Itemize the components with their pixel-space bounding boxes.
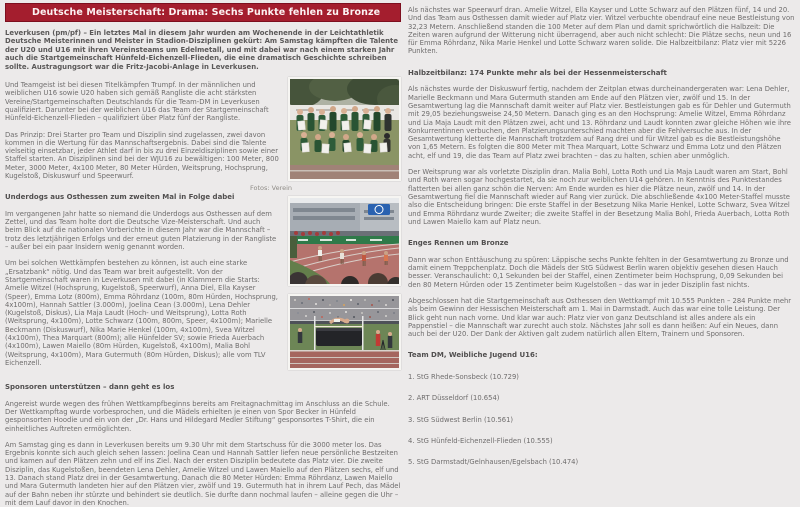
paragraph-wettkampfstart: Am Samstag ging es dann in Leverkusen bereits um 9.30 Uhr mit dem Startschuss für die 3000 meter los. Das Ergebnis konnte sich auch gleich sehen lassen: Joelina Cean und Hannah Sattler liefen neue persönliche Bestzeiten und kamen auf den Plätzen zehn und elf ins Ziel. Nach der ersten Disziplin bedeutete das Platz vier. Die zweite Disziplin, das Kugelstoßen, beendeten Lena Dehler, Amelie Witzel und Lawen Maiello auf den Plätzen sechs, elf und 13. Danach stand Platz drei in der Gesamtwertung. Danach die 80 Meter Hürden: Emma Röhrdanz, Lawen Maiello und Mara Gutermuth landeten hier auf den Plätzen vier, zwölf und 19. Gutermuth hat in ihrem Lauf Pech, das Mädel auf der Bahn neben ihr stürzte und behindert sie deutlich. Sie durfte dann nochmal laufen – alleine gegen die Uhr – mit dem Lauf davor in den Knochen. xyxy=(5,440,401,507)
paragraph-weitsprung-staffel: Der Weitsprung war als vorletzte Disziplin dran. Malia Bohl, Lotta Roth und Lia Maja Laudt waren am Start, Bohl und Roth waren sogar hochgestartet, da sie noch zur weiblichen U14 gehören. In Kenntnis des Punktestandes flatterten bei allen ganz schön die Nerven: Am Ende wurden es hier die Plätze neun, zwölf und 14. In der Gesamtwertung fiel die Mannschaft wieder auf Rang vier zurück. Die abschließende 4x100 Meter-Staffel musste also die Entscheidung bringen: Die erste Staffel in der Besetzung Nika Marie Henkel, Lotte Schwarz, Svea Witzel und Emma Röhrdanz wurde Zweiter; die zweite Staffel in der Besetzung Malia Bohl, Frieda Auerbach, Lotta Roth und Lawen Maiello kam auf Platz neun. xyxy=(408,168,790,226)
results-list xyxy=(408,373,795,466)
paragraph-anreise: Angereist wurde wegen des frühen Wettkampfbeginns bereits am Freitagnachmittag im Anschluss an die Schule. Der Wettkampftag wurde vorbesprochen, und die Mädels erhielten je einen von Spor Becker in Hünfeld gesponsorten Hoodie und ein von der „Dr. Hans und Hildegard Medler Stiftung“ gesponsortes T-Shirt, die ein einheitliches Auftreten ermöglichten. xyxy=(5,399,390,433)
paragraph-speerwurf: Als nächstes war Speerwurf dran. Amelie Witzel, Ella Kayser und Lotte Schwarz auf den Plätzen fünf, 14 und 20. Und das Team aus Osthessen damit wieder auf Platz vier. Witzel verbuchte obendrauf eine neue Bestleistung von 32,23 Metern. Anschließend standen die 100 Meter auf dem Plan und damit sprichwörtlich die Halbzeit: Die Zeiten waren aufgrund der Witterung nicht überragend, aber auch nicht schlecht: Die Plätze sechs, neun und 16 für Emma Röhrdanz, Nika Marie Henkel und Lotte Schwarz waren solide. Die Halbzeitbilanz: Platz vier mit 5226 Punkten. xyxy=(408,6,795,56)
paragraph-prinzip: Das Prinzip: Drei Starter pro Team und Disziplin sind zugelassen, zwei davon kommen in die Wertung für das Mannschaftsergebnis. Dabei sind die Talente vielseitig einsetzbar, jeder Athlet darf in bis zu drei Einzeldisziplinen sowie einer Staffel starten. An Disziplinen sind bei der WJU16 zu bewältigen: 100 Meter, 800 Meter, 3000 Meter, 4x100 Meter, 80 Meter Hürden, Weitsprung, Hochsprung, Kugelstoß, Diskuswurf und Speerwurf. xyxy=(5,130,279,180)
article-title: Deutsche Meisterschaft: Drama: Sechs Punkte fehlen zu Bronze xyxy=(32,7,381,18)
title-banner xyxy=(5,3,401,22)
result-item-4: 4. StG Hünfeld-Eichenzell-Flieden (10.555) xyxy=(408,436,553,445)
paragraph-teamgeist: Und Teamgeist ist bei diesen Titelkämpfen Trumpf. In der männlichen und weiblichen U16 sowie U20 haben sich gemäß Rangliste die acht stärksten Vereine/Startgemeinschaften Deutschlands für die Team-DM in Leverkusen qualifiziert. Darunter bei der weiblichen U16 das Team der Startgemeinschaft Hünfeld-Eichenzell-Flieden – qualifiziert über Platz fünf der Rangliste. xyxy=(5,81,269,123)
section-heading-halbzeitbilanz: Halbzeitbilanz: 174 Punkte mehr als bei der Hessenmeisterschaft xyxy=(408,68,667,77)
photo-caption: Fotos: Verein xyxy=(250,184,293,193)
section-heading-enges-rennen: Enges Rennen um Bronze xyxy=(408,239,509,248)
text-image-columns xyxy=(5,73,401,370)
lead-paragraph: Leverkusen (pm/pf) – Ein letztes Mal in diesem Jahr wurden am Wochenende in der Leichtathletik Deutsche Meisterinnen und Meister in Stadion-Disziplinen gekürt: Am Samstag kämpften die Talente der U20 und U16 mit ihren Vereinsteams um Edelmetall, und mit dabei war nach einem starken Jahr auch die Startgemeinschaft Hünfeld-Eichenzell-Flieden, die eine dramatisch Geschichte schreiben sollte. Austragungsort war die Fritz-Jacobi-Anlage in Leverkusen. xyxy=(5,29,399,71)
team-photo-image xyxy=(288,77,401,181)
article-right-half xyxy=(408,6,795,466)
photo-column xyxy=(250,73,401,370)
result-item-3: 3. StG Südwest Berlin (10.561) xyxy=(408,415,514,424)
result-item-2: 2. ART Düsseldorf (10.654) xyxy=(408,394,500,403)
left-text-column xyxy=(5,73,279,367)
paragraph-vorjahr: Im vergangenen Jahr hatte so niemand die Underdogs aus Osthessen auf dem Zettel, und das Team holte dort die Deutsche Vize-Meisterschaft. Und auch beim Blick auf die nationalen Vorberichte in diesem Jahr war die Mannschaft – trotz des letztjährigen Erfolgs und der erneut guten Platzierung in der Rangliste – außer bei ein paar Insidern wenig genannt worden. xyxy=(5,209,277,252)
race-photo-image xyxy=(288,196,401,286)
paragraph-bronze-vergleich: Dann war schon Enttäuschung zu spüren: Läppische sechs Punkte fehlten in der Gesamtwertung zu Bronze und damit einem Treppchenplatz. Doch die Mädels der StG Südwest Berlin waren objektiv gesehen diesen Hauch besser. Veranschaulicht: 0,1 Sekunden bei der Staffel, einen Zentimeter beim Hochsprung, 0,09 Sekunden bei den 80 Metern Hürden oder 15 Zentimeter beim Kugelstoßen – das war in jeder Disziplin fast nichts. xyxy=(408,255,789,289)
highjump-photo-image xyxy=(288,294,401,370)
section-heading-team-dm: Team DM, Weibliche Jugend U16: xyxy=(408,351,538,360)
result-item-1: 1. StG Rhede-Sonsbeck (10.729) xyxy=(408,372,519,381)
section-heading-sponsoren: Sponsoren unterstützen – dann geht es los xyxy=(5,383,175,392)
section-heading-underdogs: Underdogs aus Osthessen zum zweiten Mal in Folge dabei xyxy=(5,193,235,202)
result-item-5: 5. StG Darmstadt/Gelnhausen/Egelsbach (10.474) xyxy=(408,458,579,467)
paragraph-abschluss: Abgeschlossen hat die Startgemeinschaft aus Osthessen den Wettkampf mit 10.555 Punkten – 284 Punkte mehr als beim Gewinn der Hessischen Meisterschaft am 1. Mai in Darmstadt. Auch das war eine tolle Leistung. Der Blick geht nun nach vorne. Und klar war auch: Platz vier von ganz Deutschland ist alles andere als ein Pappenstiel – die Mannschaft war zurecht auch stolz. Nächstes Jahr soll es dann heißen: Auf ein Neues, dann auch bei der U20. Der Dank der Aktiven galt zudem natürlich allen Eltern, Trainern und Sponsoren. xyxy=(408,296,792,339)
article-left-half xyxy=(5,3,401,507)
paragraph-aufstellung: Um bei solchen Wettkämpfen bestehen zu können, ist auch eine starke „Ersatzbank“ nötig. Und das Team war breit aufgestellt. Von der Startgemeinschaft waren in Leverkusen mit dabei (in Klammern die Starts: Amelie Witzel (Hochsprung, Kugelstoß, Speerwurf), Anna Diel, Ella Kayser (Speer), Emma Lotz (800m), Emma Röhrdanz (100m, 80m Hürden, Hochsprung, 4x100m), Hannah Sattler (3.000m), Joelina Cean (3.000m), Lena Dehler (Kugelstoß, Diskus), Lia Maja Laudt (Hoch- und Weitsprung), Lotta Roth (Weitsprung, 4x100m), Lotte Schwarz (100m, 800m, Speer, 4x100m); Marielle Beckmann (Diskuswurf), Nika Marie Henkel (100m, 4x100m), Svea Witzel (4x100m), Thea Marquart (800m); alle Hünfelder SV; sowie Frieda Auerbach (4x100m), Lawen Maiello (80m Hürden, Kugelstoß, 4x100m), Malia Bohl (Weitsprung, 4x100m), Mara Gutermuth (80m Hürden, Diskus); alle vom TLV Eichenzell. xyxy=(5,259,278,367)
paragraph-diskus-hochsprung: Als nächstes wurde der Diskuswurf fertig, nachdem der Zeitplan etwas durcheinandergeraten war: Lena Dehler, Marielle Beckmann und Mara Gutermuth standen am Ende auf den Plätzen vier, zwölf und 15. In der Gesamtwertung lag die Mannschaft damit weiter auf Platz vier. Bestleistungen gab es für Dehler und Gutermuth mit 29,05 beziehungsweise 24,50 Metern. Danach ging es an den Hochsprung: Amelie Witzel, Emma Röhrdanz und Lia Maja Laudt mit den Plätzen zwei, acht und 13. Röhrdanz und Laudt konnten zwar gleiche Höhen wie ihre Konkurrentinnen verbuchen, den Platzierungsunterschied machten aber die Fehlversuche aus. In der Gesamtwertung kletterte die Mannschaft trotzdem auf Rang drei und für Witzel gab es die Bestleistungshöhe von 1,65 Metern. Es folgten die 800 Meter mit Thea Marquart, Lotte Schwarz und Emma Lotz und den Plätzen acht, elf und 19, die das Team auf Platz zwei brachten – das zu halten, schien aber unmöglich. xyxy=(408,85,791,160)
